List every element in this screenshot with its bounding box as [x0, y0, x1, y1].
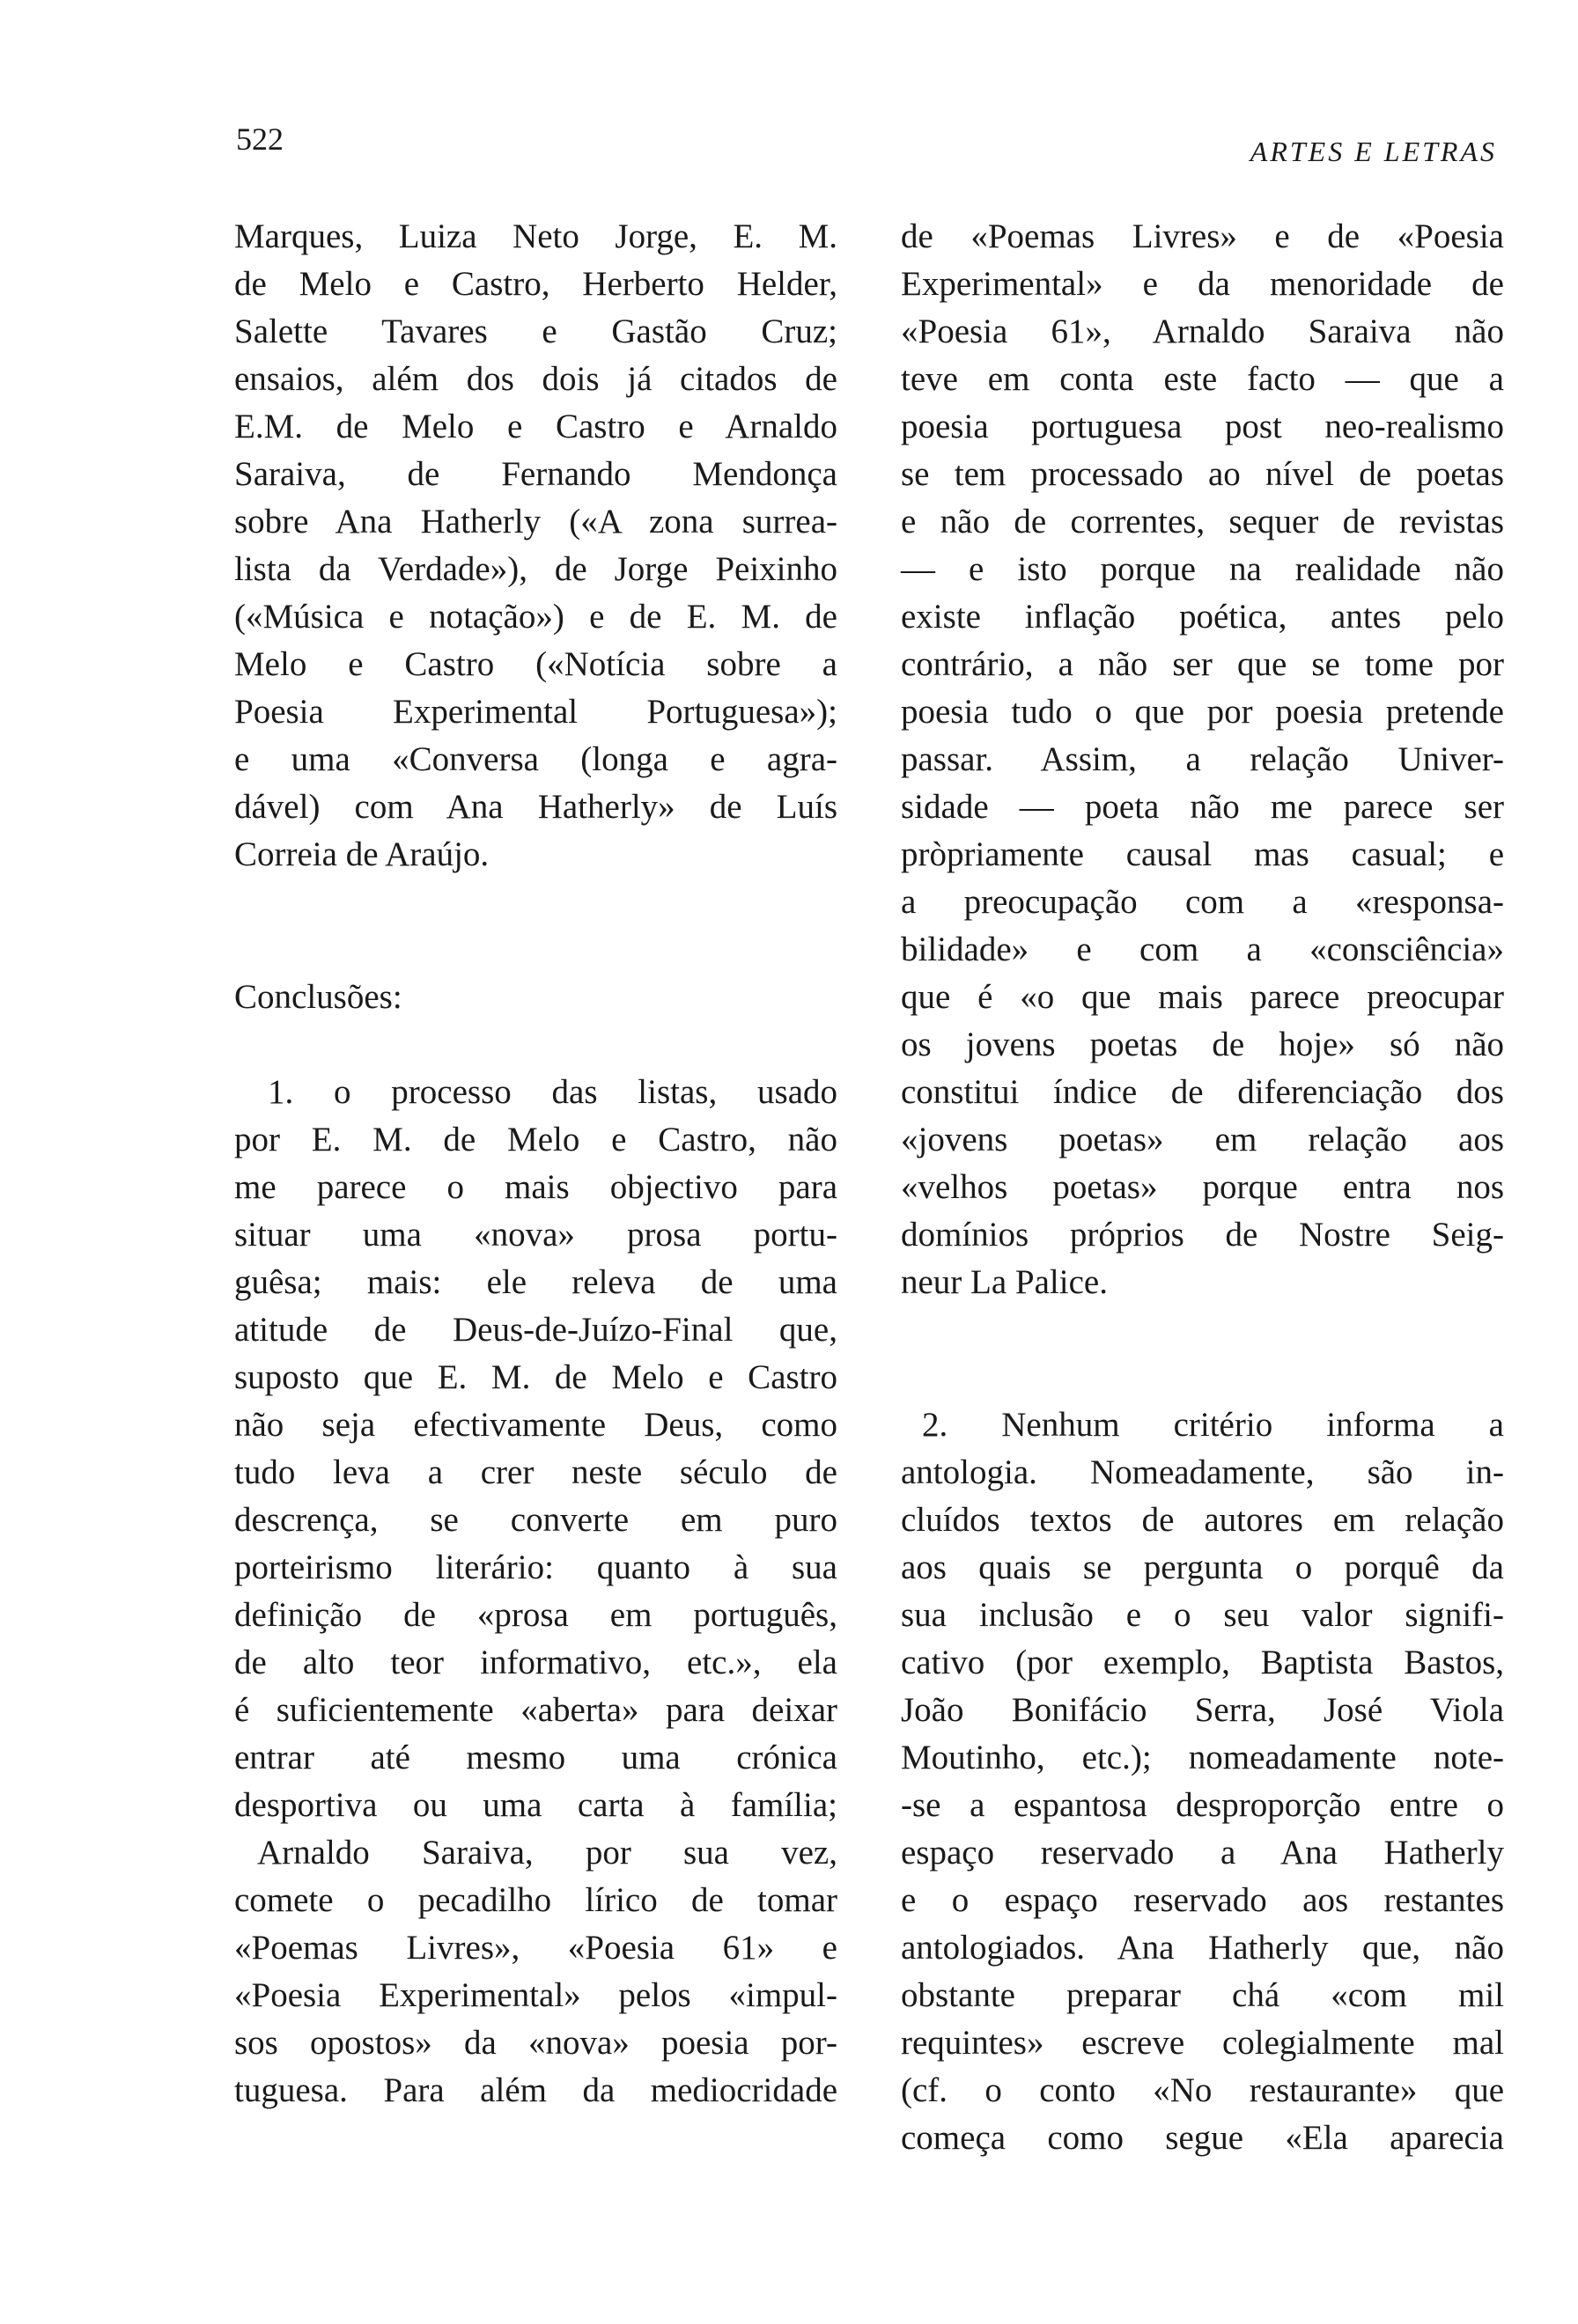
text-line: contrário, a não ser que se tome por — [901, 645, 1504, 683]
text-line: começa como segue «Ela aparecia — [901, 2119, 1504, 2157]
text-line: E.M. de Melo e Castro e Arnaldo — [234, 408, 837, 445]
text-line: guêsa; mais: ele releva de uma — [234, 1263, 837, 1301]
text-line: de «Poemas Livres» e de «Poesia — [901, 217, 1504, 255]
text-line: ensaios, além dos dois já citados de — [234, 360, 837, 398]
text-line: sua inclusão e o seu valor signifi- — [901, 1596, 1504, 1634]
text-line: descrença, se converte em puro — [234, 1501, 837, 1539]
text-line: é suficientemente «aberta» para deixar — [234, 1691, 837, 1729]
text-line: lista da Verdade»), de Jorge Peixinho — [234, 550, 837, 588]
text-line: «jovens poetas» em relação aos — [901, 1121, 1504, 1158]
text-line: espaço reservado a Ana Hatherly — [901, 1834, 1504, 1872]
text-line: requintes» escreve colegialmente mal — [901, 2024, 1504, 2062]
text-line: se tem processado ao nível de poetas — [901, 455, 1504, 493]
text-line: teve em conta este facto — que a — [901, 360, 1504, 398]
text-line: entrar até mesmo uma crónica — [234, 1739, 837, 1776]
text-line: obstante preparar chá «com mil — [901, 1976, 1504, 2014]
text-line: Marques, Luiza Neto Jorge, E. M. — [234, 217, 837, 255]
text-line: atitude de Deus-de-Juízo-Final que, — [234, 1311, 837, 1349]
text-line: Arnaldo Saraiva, por sua vez, — [257, 1834, 837, 1872]
text-line: domínios próprios de Nostre Seig- — [901, 1216, 1504, 1254]
text-line: «Poemas Livres», «Poesia 61» e — [234, 1929, 837, 1967]
text-line: (cf. o conto «No restaurante» que — [901, 2071, 1504, 2109]
text-line: situar uma «nova» prosa portu- — [234, 1216, 837, 1254]
text-line: os jovens poetas de hoje» só não — [901, 1026, 1504, 1063]
running-head: ARTES E LETRAS — [1250, 136, 1497, 167]
text-line: poesia portuguesa post neo-realismo — [901, 408, 1504, 445]
text-line: «Poesia Experimental» pelos «impul- — [234, 1976, 837, 2014]
text-line: tudo leva a crer neste século de — [234, 1453, 837, 1491]
text-line: a preocupação com a «responsa- — [901, 883, 1504, 921]
text-line: tuguesa. Para além da mediocridade — [234, 2071, 837, 2109]
text-line: definição de «prosa em português, — [234, 1596, 837, 1634]
text-line: sidade — poeta não me parece ser — [901, 788, 1504, 826]
text-line: dável) com Ana Hatherly» de Luís — [234, 788, 837, 826]
text-line: 2. Nenhum critério informa a — [922, 1406, 1504, 1444]
text-line: desportiva ou uma carta à família; — [234, 1786, 837, 1824]
text-line: e uma «Conversa (longa e agra- — [234, 740, 837, 778]
text-line: poesia tudo o que por poesia pretende — [901, 693, 1504, 731]
text-line: neur La Palice. — [901, 1263, 1108, 1301]
text-line: sos opostos» da «nova» poesia por- — [234, 2024, 837, 2062]
text-line: e o espaço reservado aos restantes — [901, 1881, 1504, 1919]
text-line: de alto teor informativo, etc.», ela — [234, 1644, 837, 1681]
text-line: sobre Ana Hatherly («A zona surrea- — [234, 503, 837, 541]
text-line: constitui índice de diferenciação dos — [901, 1073, 1504, 1111]
text-line: 1. o processo das listas, usado — [268, 1073, 837, 1111]
paragraph — [234, 1829, 837, 2114]
text-line: comete o pecadilho lírico de tomar — [234, 1881, 837, 1919]
text-line: — e isto porque na realidade não — [901, 550, 1504, 588]
text-line: existe inflação poética, antes pelo — [901, 598, 1504, 636]
left-column — [234, 213, 837, 2114]
text-line: João Bonifácio Serra, José Viola — [901, 1691, 1504, 1729]
text-line: antologia. Nomeadamente, são in- — [901, 1453, 1504, 1491]
text-line: antologiados. Ana Hatherly que, não — [901, 1929, 1504, 1967]
text-line: Correia de Araújo. — [234, 835, 490, 873]
text-line: «Poesia 61», Arnaldo Saraiva não — [901, 313, 1504, 350]
text-line: não seja efectivamente Deus, como — [234, 1406, 837, 1444]
text-line: por E. M. de Melo e Castro, não — [234, 1121, 837, 1158]
text-line: Poesia Experimental Portuguesa»); — [234, 693, 837, 731]
page-number: 522 — [236, 121, 284, 157]
paragraph — [901, 1401, 1504, 2162]
paragraph — [901, 213, 1504, 1306]
text-line: Melo e Castro («Notícia sobre a — [234, 645, 837, 683]
text-line: de Melo e Castro, Herberto Helder, — [234, 265, 837, 303]
right-column — [901, 213, 1504, 2162]
paragraph — [234, 213, 837, 879]
text-line: pròpriamente causal mas casual; e — [901, 835, 1504, 873]
text-line: aos quais se pergunta o porquê da — [901, 1548, 1504, 1586]
text-line: Saraiva, de Fernando Mendonça — [234, 455, 837, 493]
text-line: passar. Assim, a relação Univer- — [901, 740, 1504, 778]
text-line: Experimental» e da menoridade de — [901, 265, 1504, 303]
text-line: Salette Tavares e Gastão Cruz; — [234, 313, 837, 350]
text-line: -se a espantosa desproporção entre o — [901, 1786, 1504, 1824]
text-line: porteirismo literário: quanto à sua — [234, 1548, 837, 1586]
text-line: suposto que E. M. de Melo e Castro — [234, 1358, 837, 1396]
text-line: Moutinho, etc.); nomeadamente note- — [901, 1739, 1504, 1776]
section-heading: Conclusões: — [234, 978, 402, 1016]
text-line: («Música e notação») e de E. M. de — [234, 598, 837, 636]
text-line: e não de correntes, sequer de revistas — [901, 503, 1504, 541]
text-line: bilidade» e com a «consciência» — [901, 930, 1504, 968]
paragraph — [234, 1069, 837, 1829]
text-line: «velhos poetas» porque entra nos — [901, 1168, 1504, 1206]
text-line: que é «o que mais parece preocupar — [901, 978, 1504, 1016]
text-line: cativo (por exemplo, Baptista Bastos, — [901, 1644, 1504, 1681]
text-line: me parece o mais objectivo para — [234, 1168, 837, 1206]
text-line: cluídos textos de autores em relação — [901, 1501, 1504, 1539]
